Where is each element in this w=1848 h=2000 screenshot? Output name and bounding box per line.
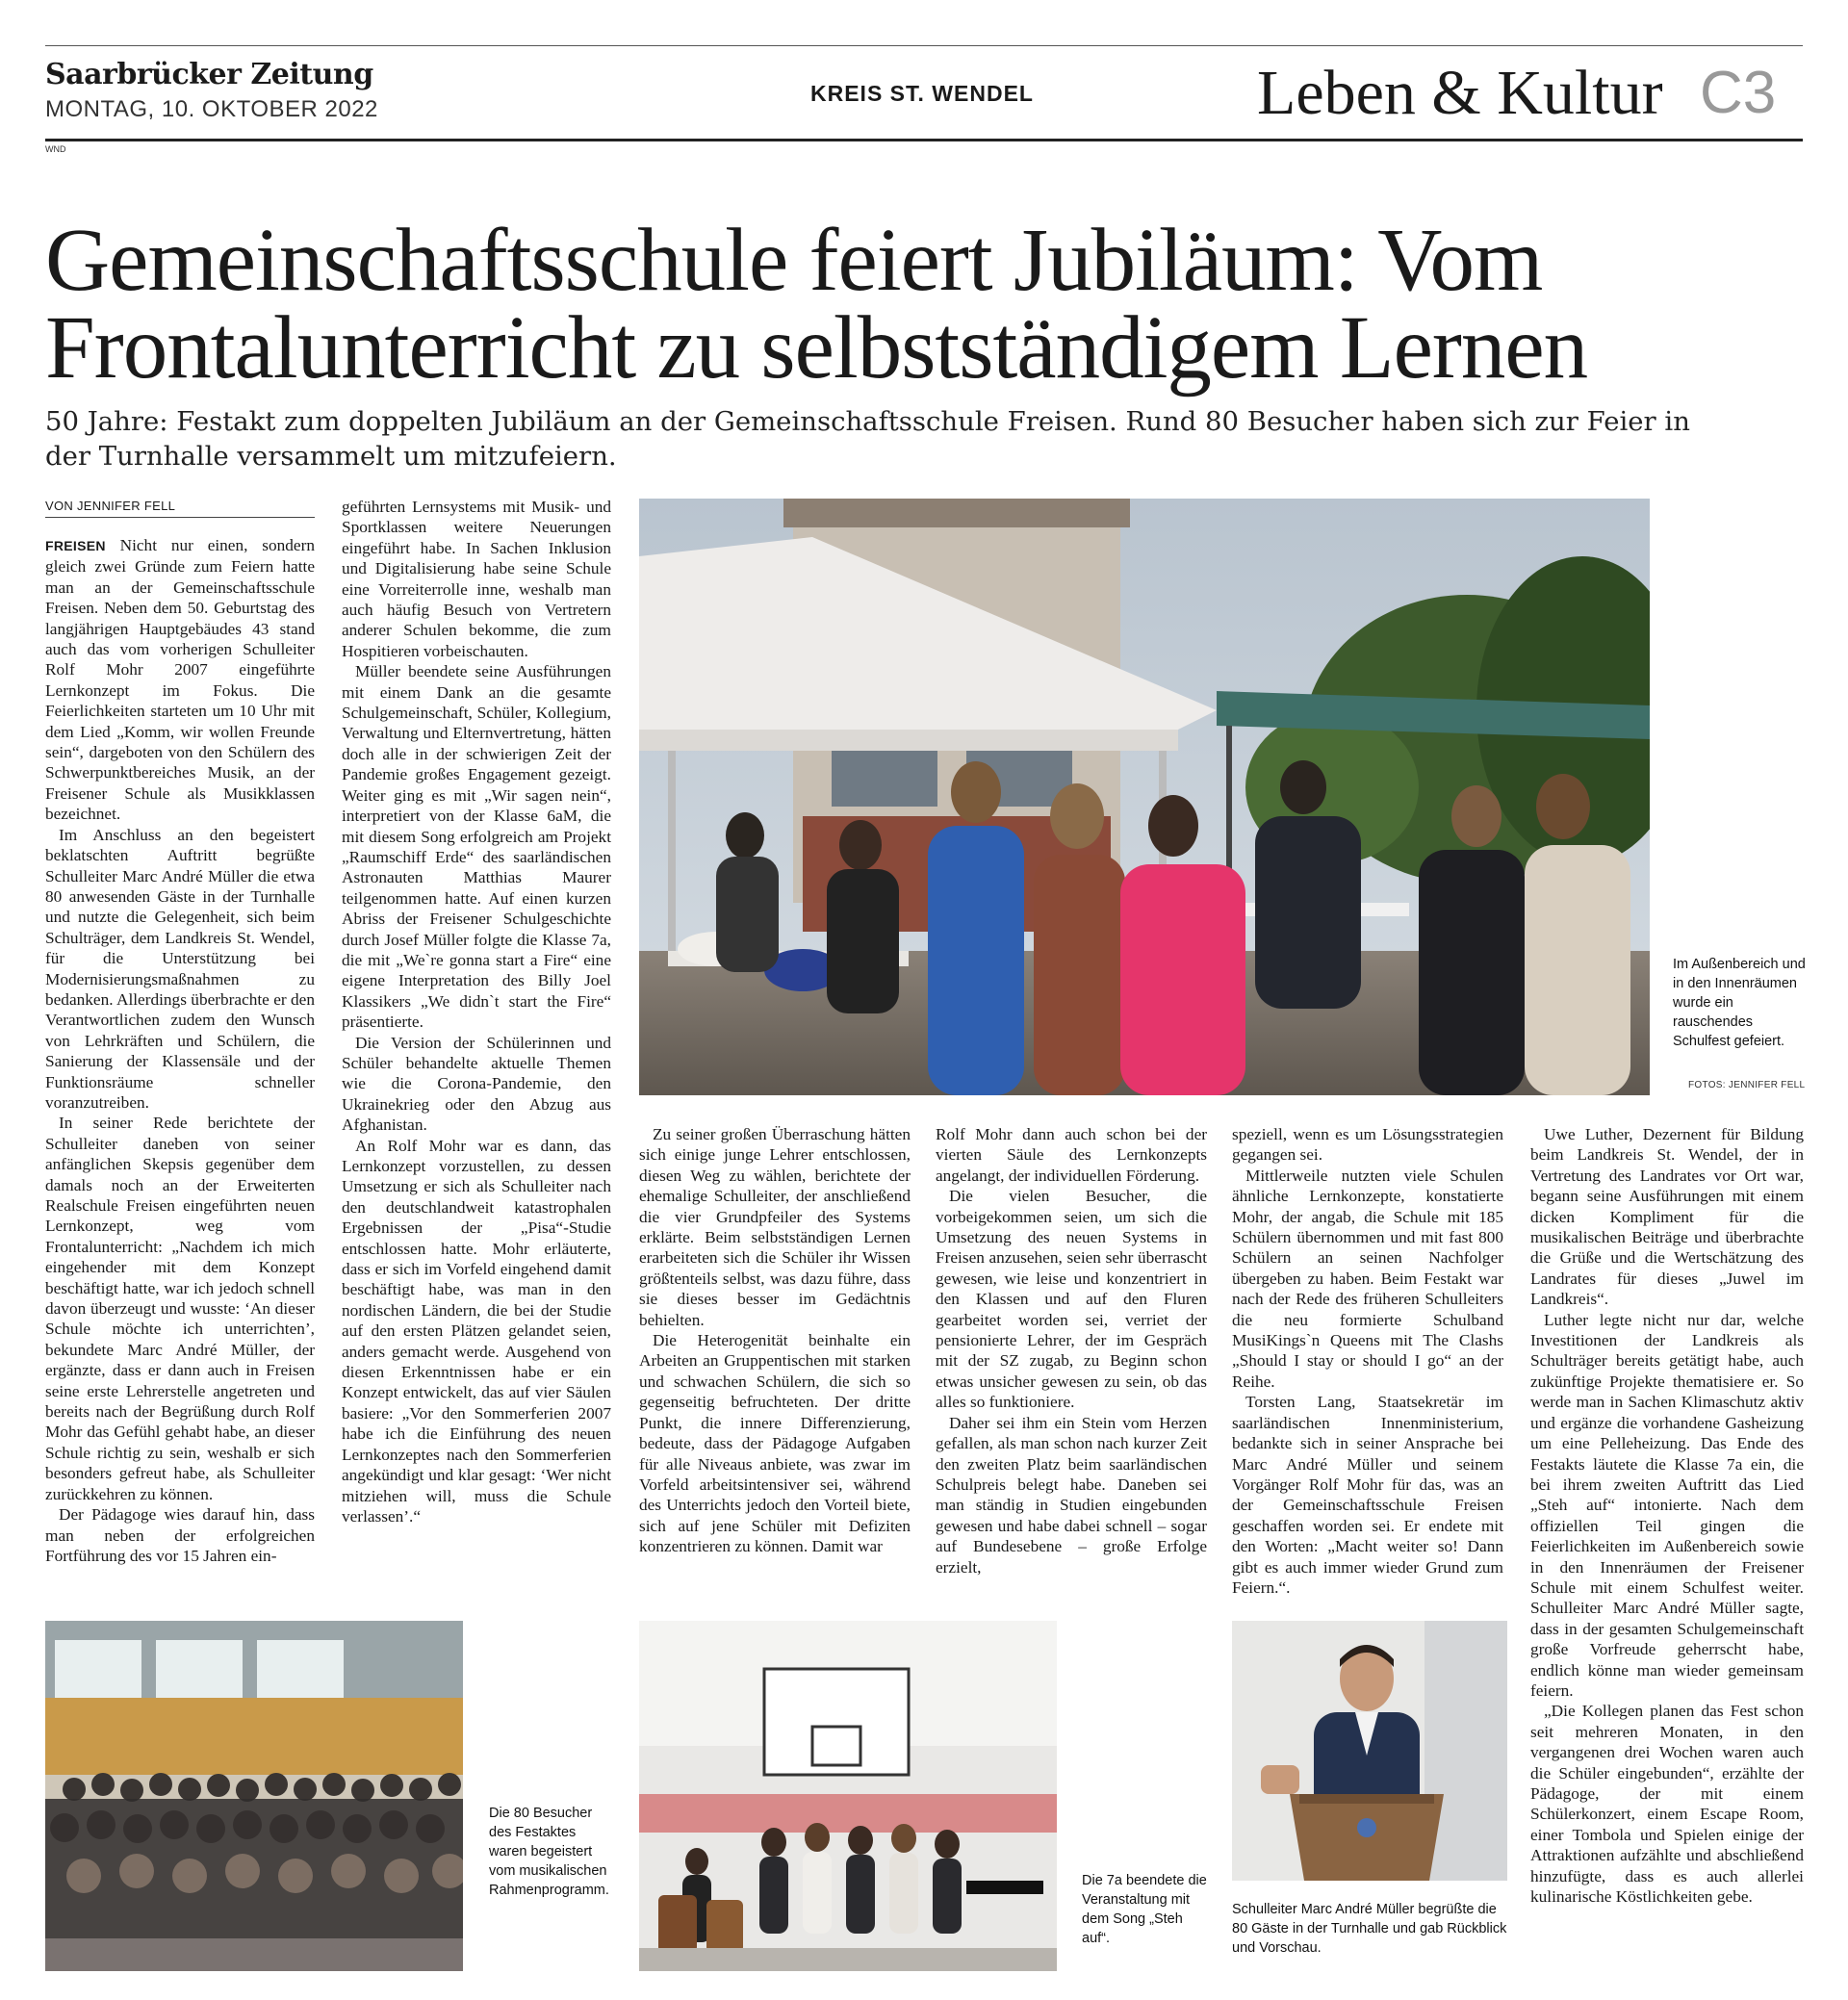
main-photo-caption: Im Außenbereich und in den Innenräumen wurde ein rauschendes Schulfest gefeiert. (1673, 957, 1806, 1049)
article-column-6 (1530, 1124, 1804, 1907)
masthead-rule (45, 139, 1803, 141)
paragraph: Daher sei ihm ein Stein vom Herzen gefallen, als man schon nach kurzer Zeit den zweiten Platz beim saarländischen Schulpreis belegt habe. Daneben sei man ständig in Studien eingebunden gewesen und habe dabei schnell – sogar auf Bundesebene – große Erfolge erzielt, (936, 1413, 1207, 1577)
audience-photo (45, 1621, 463, 1971)
paragraph: Luther legte nicht nur dar, welche Investitionen der Landkreis als Schulträger bereits getätigt habe, auch zukünftige Projekte thematisiere er. So werde man in Sachen Klimaschutz aktiv und ergänze die vorhandene Gasheizung um eine Pelleheizung. Das Ende des Festakts läutete die Klasse 7a ein, die bei ihrem zweiten Auftritt das Lied „Steh auf“ intonierte. Nach dem offiziellen Teil gingen die Feierlichkeiten im Außenbereich sowie in den Innenräumen der Freisener Schule mit einem Schulfest weiter. Schulleiter Marc André Müller sagte, dass in der gesamten Schulgemeinschaft große Vorfreude geherrscht habe, endlich könne man wieder gemeinsam feiern. (1530, 1310, 1804, 1700)
dateline: FREISEN (45, 538, 106, 553)
issue-date: MONTAG, 10. OKTOBER 2022 (45, 96, 378, 122)
section-title: Leben & Kultur (1257, 58, 1663, 128)
page-number: C3 (1700, 60, 1777, 126)
paragraph: Die Version der Schülerinnen und Schüler behandelte aktuelle Themen wie die Corona-Pandemie, den Ukrainekrieg oder den Abzug aus Afghanistan. (342, 1033, 611, 1135)
paragraph: Torsten Lang, Staatsekretär im saarländischen Innenministerium, bedankte sich in seiner Ansprache bei Marc André Müller und seinem Vorgänger Rolf Mohr für das, was an der Gemeinschaftsschule Freisen geschaffen worden sei. Er endete mit den Worten: „Macht weiter so! Dann gibt es auch immer wieder Grund zum Feiern.“. (1232, 1393, 1503, 1597)
speaker-photo-caption: Schulleiter Marc André Müller begrüßte die 80 Gäste in der Turnhalle und gab Rückblick und Vorschau. (1232, 1902, 1507, 1956)
main-photo-schoolfest (639, 499, 1650, 1095)
paragraph: Nicht nur einen, sondern gleich zwei Gründe zum Feiern hatte man an der Gemeinschaftsschule Freisen. Neben dem 50. Geburtstag des langjährigen Hauptgebäudes 43 stand auch das vom vorherigen Schulleiter Rolf Mohr 2007 eingeführte Lernkonzept im Fokus. Die Feierlichkeiten starteten um 10 Uhr mit dem Lied „Komm, wir wollen Freunde sein“, dargeboten von den Schülern des Schwerpunktbereiches Musik, an der Freisener Schule als Musikklassen bezeichnet. (45, 536, 315, 824)
paragraph: speziell, wenn es um Lösungsstrategien gegangen sei. (1232, 1125, 1503, 1165)
paragraph: Müller beendete seine Ausführungen mit einem Dank an die gesamte Schulgemeinschaft, Schüler, Kollegium, Verwaltung und Elternvertretung, hätten doch alle in der schwierigen Zeit der Pandemie großes Engagement gezeigt. Weiter ging es mit „Wir sagen nein“, interpretiert von der Klasse 6aM, die mit diesem Song erfolgreich am Projekt „Raumschiff Erde“ des saarländischen Astronauten Matthias Maurer teilgenommen hatte. Auf einen kurzen Abriss der Freisener Schulgeschichte durch Josef Müller folgte die Klasse 7a, die mit „We`re gonna start a Fire“ eine eigene Interpretation des Billy Joel Klassikers „We didn`t start the Fire“ präsentierte. (342, 662, 611, 1032)
article-column-1 (45, 535, 315, 1566)
paragraph: In seiner Rede berichtete der Schulleiter daneben von seiner anfänglichen Skepsis gegenüber dem damals noch an der Erweiterten Realschule Freisen eingeführten neuen Lernkonzept, weg vom Frontalunterricht: „Nachdem ich mich eingehender mit dem Konzept beschäftigt hatte, war ich jedoch schnell davon überzeugt und wusste: ‘An dieser Schule möchte ich unterrichten’, bekundete Marc André Müller, der ergänzte, dass er dann auch in Freisen seine erste Lehrerstelle angetreten und bereits nach der Begrüßung durch Rolf Mohr das Gefühl gehabt habe, an dieser Schule richtig zu sein, weshalb er sich besonders gefreut habe, als Schulleiter zurückkehren zu können. (45, 1114, 315, 1503)
headline-line-2: Frontalunterricht zu selbstständigem Lernen (45, 298, 1588, 397)
paragraph: Der Pädagoge wies darauf hin, dass man neben der erfolgreichen Fortführung des vor 15 Jahren ein- (45, 1505, 315, 1565)
paragraph: Uwe Luther, Dezernent für Bildung beim Landkreis St. Wendel, der in Vertretung des Landrates vor Ort war, begann seine Ausführungen mit einem dicken Kompliment für die musikalischen Beiträge und überbrachte die Grüße und die Wertschätzung des Landrates für dieses „Juwel im Landkreis“. (1530, 1125, 1804, 1309)
newspaper-logo: Saarbrücker Zeitung (45, 58, 373, 91)
paragraph: geführten Lernsystems mit Musik- und Sportklassen weitere Neuerungen eingeführt habe. In Sachen Inklusion und Digitalisierung habe seine Schule eine Vorreiterrolle inne, weshalb man auch häufig Besuch von Vertretern anderer Schulen bekomme, die zum Hospitieren vorbeischauten. (342, 498, 611, 660)
paragraph: An Rolf Mohr war es dann, das Lernkonzept vorzustellen, zu dessen Umsetzung er sich als Schulleiter nach den deutschlandweit katastrophalen Ergebnissen der „Pisa“-Studie entschlossen hatte. Mohr erläuterte, dass er sich im Vorfeld eingehend damit beschäftigt habe, was man in den nordischen Ländern, die bei der Studie auf den ersten Plätzen gelandet seien, anders gemacht werde. Ausgehend von diesen Erkenntnissen habe er ein Konzept entwickelt, das auf vier Säulen basiere: „Vor den Sommerferien 2007 habe ich die Einführung des neuen Lernkonzeptes nach den Sommerferien angekündigt und klar gesagt: ‘Wer nicht mitziehen will, muss die Schule verlassen’.“ (342, 1136, 611, 1526)
speaker-photo (1232, 1621, 1507, 1881)
band-photo-caption: Die 7a beendete die Veranstaltung mit dem Song „Steh auf“. (1082, 1873, 1207, 1946)
region-label: KREIS ST. WENDEL (810, 81, 1034, 106)
subheadline: 50 Jahre: Festakt zum doppelten Jubiläum an der Gemeinschaftsschule Freisen. Rund 80 Besucher haben sich zur Feier in der Turnhalle versammelt um mitzufeiern. (45, 406, 1690, 472)
byline-rule (45, 517, 315, 518)
paragraph: Im Anschluss an den begeistert beklatschten Auftritt begrüßte Schulleiter Marc André Müller die etwa 80 anwesenden Gäste in der Turnhalle und nutzte die Gelegenheit, sich beim Schulträger, dem Landkreis St. Wendel, für die Unterstützung bei Modernisierungsmaßnahmen zu bedanken. Allerdings überbrachte er den Verantwortlichen zudem den Wunsch von Lehrkräften und Schülern, die Sanierung der Klassensäle und der Funktionsräume schneller voranzutreiben. (45, 825, 315, 1112)
article-column-4 (936, 1124, 1207, 1577)
paragraph: Die vielen Besucher, die vorbeigekommen seien, um sich die Umsetzung des neuen Systems in Freisen anzusehen, seien sehr überrascht gewesen, wie leise und konzentriert in den Klassen und auf den Fluren gearbeitet worden sei, verriet der pensionierte Lehrer, der im Gespräch mit der SZ zugab, zu Beginn schon etwas unsicher gewesen zu sein, ob das alles so funktioniere. (936, 1187, 1207, 1412)
audience-photo-caption: Die 80 Besucher des Festaktes waren begeistert vom musikalischen Rahmenprogramm. (489, 1806, 609, 1898)
edition-code: WND (45, 144, 66, 154)
top-rule (45, 45, 1803, 46)
byline: VON JENNIFER FELL (45, 499, 176, 513)
article-column-5 (1232, 1124, 1503, 1598)
paragraph: „Die Kollegen planen das Fest schon seit mehreren Monaten, in den vergangenen drei Wochen waren auch die Schüler eingebunden“, erzählte der Pädagoge, der mit einem Schülerkonzert, einem Escape Room, einer Tombola und Spielen einige der Attraktionen aufzählte und abschließend hinzufügte, dass es auch allerlei kulinarische Köstlichkeiten gebe. (1530, 1702, 1804, 1907)
article-column-3 (639, 1124, 911, 1557)
photo-credit: FOTOS: JENNIFER FELL (1688, 1080, 1806, 1090)
band-photo (639, 1621, 1057, 1971)
article-column-2 (342, 497, 611, 1526)
paragraph: Zu seiner großen Überraschung hätten sich einige junge Lehrer entschlossen, diesen Weg zu wählen, berichtete der ehemalige Schulleiter, der anschließend die vier Grundpfeiler des Systems erklärte. Beim selbstständigen Lernen erarbeiteten sich die Schüler ihr Wissen größtenteils selbst, was dazu führe, dass sie dieses besser im Gedächtnis behielten. (639, 1125, 911, 1329)
headline-line-1: Gemeinschaftsschule feiert Jubiläum: Vom (45, 211, 1543, 310)
paragraph: Rolf Mohr dann auch schon bei der vierten Säule des Lernkonzepts angelangt, der individuellen Förderung. (936, 1125, 1207, 1185)
paragraph: Mittlerweile nutzten viele Schulen ähnliche Lernkonzepte, konstatierte Mohr, der angab, die Schule mit 185 Schülern übernommen und mit fast 800 Schülern an seinen Nachfolger übergeben zu haben. Beim Festakt war nach der Rede des früheren Schulleiters die neu formierte Schulband MusiKings`n Queens mit The Clashs „Should I stay or should I go“ an der Reihe. (1232, 1166, 1503, 1391)
paragraph: Die Heterogenität beinhalte ein Arbeiten an Gruppentischen mit starken und schwachen Schülern, die sich so gegenseitig befruchteten. Der dritte Punkt, die innere Differenzierung, bedeute, dass der Pädagoge Aufgaben für alle Niveaus anbiete, was zwar im Vorfeld arbeitsintensiver sei, während des Unterrichts jedoch den Vorteil biete, sich auf jene Schüler mit Defiziten konzentrieren zu können. Damit war (639, 1331, 911, 1556)
